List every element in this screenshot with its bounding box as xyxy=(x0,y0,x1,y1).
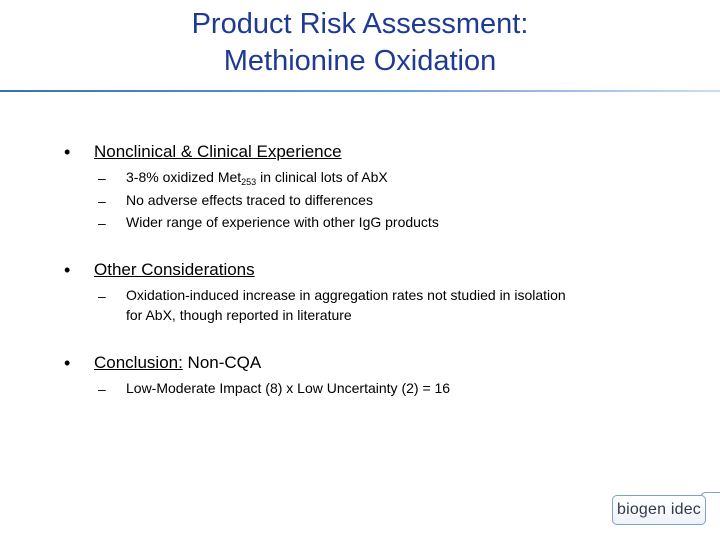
sub-item-aggregation-line-2: for AbX, though reported in literature xyxy=(126,307,352,323)
sub-item-impact-score: Low-Moderate Impact (8) x Low Uncertainty (2) = 16 xyxy=(126,380,451,396)
bullet-marker: • xyxy=(64,142,71,162)
dash-marker: – xyxy=(98,193,106,209)
section-heading-experience: Nonclinical & Clinical Experience xyxy=(94,142,342,161)
section-heading-conclusion xyxy=(94,353,261,373)
title-line-2: Methionine Oxidation xyxy=(223,45,497,77)
title-divider xyxy=(0,90,720,92)
bullet-marker: • xyxy=(64,260,71,280)
dash-marker: – xyxy=(98,215,106,231)
sub-item-aggregation-line-1: Oxidation-induced increase in aggregation rates not studied in isolation xyxy=(126,287,566,303)
section-heading-other: Other Considerations xyxy=(94,260,255,279)
logo-text: biogen idec xyxy=(616,501,702,518)
biogen-idec-logo xyxy=(612,495,706,525)
title-line-1: Product Risk Assessment: xyxy=(191,8,529,40)
sub-item-no-adverse: No adverse effects traced to differences xyxy=(126,192,373,208)
dash-marker: – xyxy=(98,170,106,186)
sub-item-oxidized-met: 3-8% oxidized Met$_{253}$ in clinical lots of AbX xyxy=(126,169,388,187)
dash-marker: – xyxy=(98,288,106,304)
conclusion-label: Conclusion: xyxy=(94,353,183,372)
sub-item-wider-range: Wider range of experience with other IgG products xyxy=(126,214,439,230)
dash-marker: – xyxy=(98,381,106,397)
slide-title xyxy=(0,6,720,80)
bullet-marker: • xyxy=(64,353,71,373)
conclusion-value: Non-CQA xyxy=(182,353,262,372)
